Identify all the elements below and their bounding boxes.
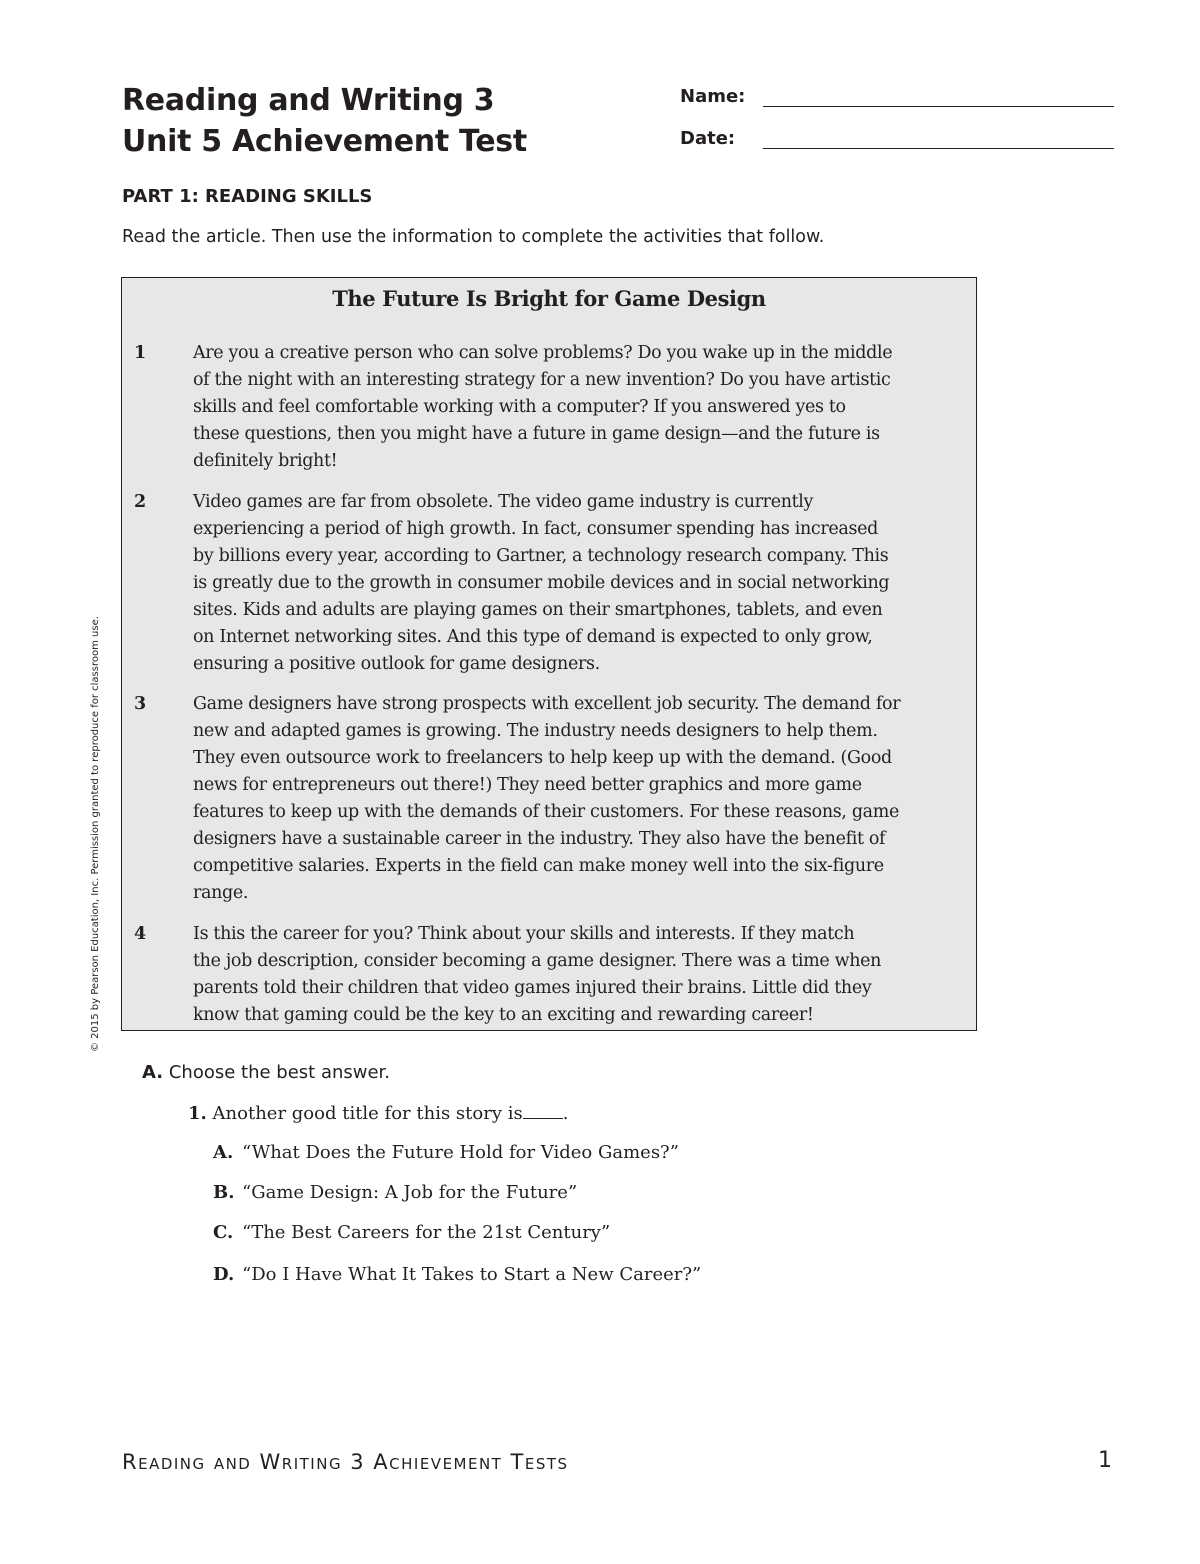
- paragraph-line: designers have a sustainable career in the industry. They also have the benefit of: [193, 829, 886, 849]
- section-letter: A.: [142, 1062, 164, 1083]
- paragraph-line: know that gaming could be the key to an exciting and rewarding career!: [193, 1005, 814, 1025]
- option-letter: D.: [213, 1264, 235, 1285]
- question-stem-end: .: [562, 1103, 569, 1124]
- date-input-line[interactable]: [763, 148, 1114, 149]
- paragraph-line: experiencing a period of high growth. In fact, consumer spending has increased: [193, 519, 878, 539]
- answer-option-d[interactable]: [213, 1264, 701, 1285]
- article-title: The Future Is Bright for Game Design: [332, 286, 766, 311]
- date-field: [680, 126, 1114, 156]
- paragraph-line: parents told their children that video games injured their brains. Little did they: [193, 978, 872, 998]
- article-box: [121, 277, 977, 1031]
- paragraph-line: range.: [193, 883, 249, 903]
- title-line-1: Reading and Writing 3: [122, 83, 495, 118]
- paragraph-line: by billions every year, according to Gartner, a technology research company. This: [193, 546, 889, 566]
- paragraph-line: Game designers have strong prospects with excellent job security. The demand for: [193, 694, 901, 714]
- question-number: 1.: [188, 1103, 207, 1124]
- option-letter: B.: [213, 1182, 235, 1203]
- paragraph-line: of the night with an interesting strategy for a new invention? Do you have artistic: [193, 370, 891, 390]
- title-line-2: Unit 5 Achievement Test: [122, 124, 527, 159]
- name-field: [680, 84, 1114, 114]
- option-letter: A.: [213, 1142, 234, 1163]
- paragraph-number: 2: [134, 492, 147, 512]
- paragraph-text: [193, 340, 982, 475]
- paragraph-line: competitive salaries. Experts in the field can make money well into the six-figure: [193, 856, 884, 876]
- part-instructions: Read the article. Then use the information to complete the activities that follow.: [122, 227, 825, 247]
- option-text: “What Does the Future Hold for Video Games?”: [242, 1142, 679, 1163]
- paragraph-line: is greatly due to the growth in consumer mobile devices and in social networking: [193, 573, 890, 593]
- paragraph-line: the job description, consider becoming a game designer. There was a time when: [193, 951, 882, 971]
- paragraph-line: Are you a creative person who can solve problems? Do you wake up in the middle: [193, 343, 893, 363]
- option-text: “Do I Have What It Takes to Start a New Career?”: [242, 1264, 702, 1285]
- paragraph-line: sites. Kids and adults are playing games on their smartphones, tablets, and even: [193, 600, 883, 620]
- answer-option-c[interactable]: [213, 1222, 610, 1243]
- paragraph-number: 1: [134, 343, 147, 363]
- paragraph-line: skills and feel comfortable working with a computer? If you answered yes to: [193, 397, 846, 417]
- name-label: Name:: [680, 86, 746, 107]
- section-a-heading: [142, 1062, 390, 1083]
- paragraph-number: 4: [134, 924, 147, 944]
- paragraph-line: ensuring a positive outlook for game designers.: [193, 654, 600, 674]
- paragraph-line: these questions, then you might have a future in game design—and the future is: [193, 424, 880, 444]
- paragraph-line: new and adapted games is growing. The industry needs designers to help them.: [193, 721, 878, 741]
- date-label: Date:: [680, 128, 736, 149]
- section-instruction: Choose the best answer.: [168, 1062, 391, 1083]
- paragraph-line: news for entrepreneurs out there!) They need better graphics and more game: [193, 775, 862, 795]
- footer-title: Reading and Writing 3 Achievement Tests: [122, 1450, 569, 1474]
- paragraph-line: on Internet networking sites. And this type of demand is expected to only grow,: [193, 627, 873, 647]
- paragraph-line: definitely bright!: [193, 451, 338, 471]
- paragraph-line: They even outsource work to freelancers to help keep up with the demand. (Good: [193, 748, 892, 768]
- question-1: [188, 1102, 568, 1124]
- page-number: 1: [1098, 1448, 1112, 1473]
- test-title: [122, 80, 527, 162]
- paragraph-line: features to keep up with the demands of their customers. For these reasons, game: [193, 802, 900, 822]
- option-letter: C.: [213, 1222, 234, 1243]
- option-text: “Game Design: A Job for the Future”: [242, 1182, 578, 1203]
- copyright-notice: © 2015 by Pearson Education, Inc. Permission granted to reproduce for classroom use.: [90, 616, 101, 1052]
- paragraph-text: [193, 691, 982, 907]
- answer-option-a[interactable]: [213, 1142, 679, 1163]
- question-stem: Another good title for this story is: [212, 1103, 523, 1124]
- paragraph-text: [193, 921, 982, 1029]
- part-heading: PART 1: READING SKILLS: [122, 186, 373, 207]
- paragraph-line: Is this the career for you? Think about your skills and interests. If they match: [193, 924, 855, 944]
- paragraph-line: Video games are far from obsolete. The video game industry is currently: [193, 492, 814, 512]
- name-input-line[interactable]: [763, 106, 1114, 107]
- answer-blank: [523, 1102, 563, 1119]
- paragraph-text: [193, 489, 982, 678]
- paragraph-number: 3: [134, 694, 147, 714]
- option-text: “The Best Careers for the 21st Century”: [242, 1222, 611, 1243]
- answer-option-b[interactable]: [213, 1182, 577, 1203]
